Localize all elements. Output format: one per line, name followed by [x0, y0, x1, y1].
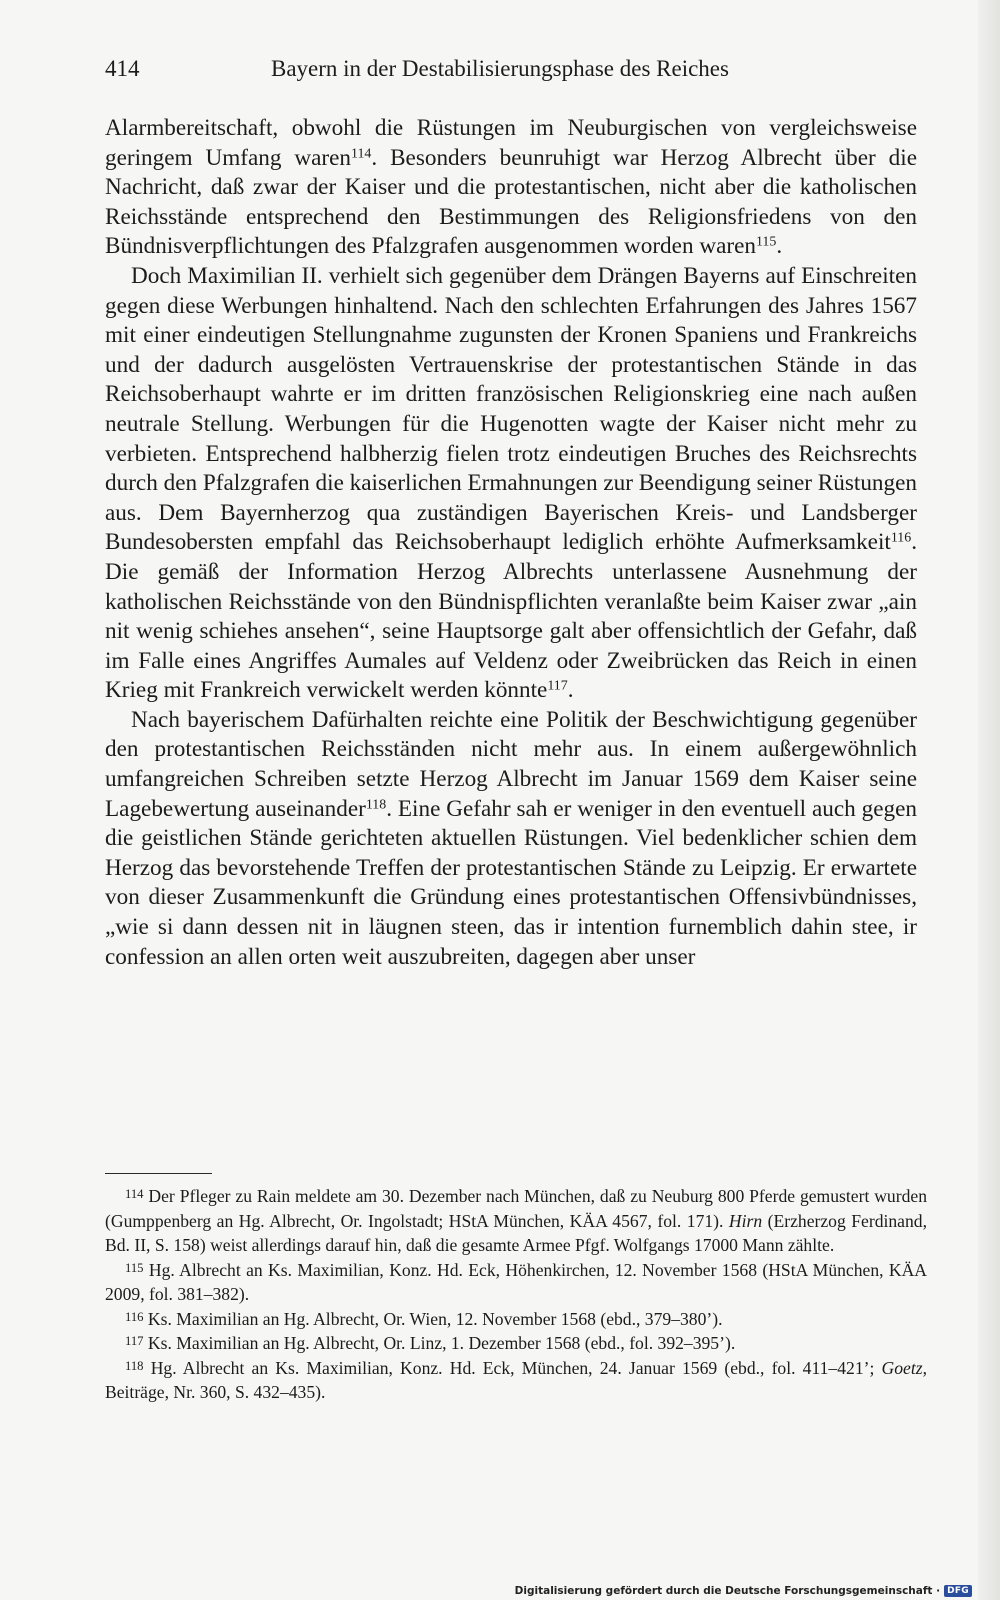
footnote-118	[105, 1356, 927, 1405]
footnote-text: Ks. Maximilian an Hg. Albrecht, Or. Wien, 12. November 1568 (ebd., 379–380’).	[147, 1308, 723, 1329]
text-run: Nach bayerischem Dafürhalten reichte eine Politik der Beschwichtigung gegenüber den protestantischen Reichsständen nicht mehr aus. In einem außergewöhnlich umfangreichen Schreiben setzte Herzog Albrecht im Januar 1569 dem Kaiser seine Lagebewertung auseinander	[105, 706, 917, 822]
footnote-115	[105, 1258, 927, 1307]
paragraph-2	[105, 262, 917, 706]
footnote-116	[105, 1307, 927, 1332]
text-run: . Die gemäß der Information Herzog Albrechts unterlassene Ausnehmung der katholischen Reichsstände von den Bündnispflichten veranlaßte beim Kaiser zwar „ain nit wenig schiehes ansehen“, seine Hauptsorge galt aber offensichtlich der Gefahr, daß im Falle eines Angriffes Aumales auf Veldenz oder Zweibrücken das Reich in einen Krieg mit Frankreich verwickelt werden könnte	[105, 529, 917, 704]
footnote-text: Der Pfleger zu Rain meldete am 30. Dezember nach München, daß zu Neuburg 800 Pferde gemustert wurden (Gumppenberg an Hg. Albrecht, Or. Ingolstadt; HStA München, KÄA 4567, fol. 171).	[105, 1186, 927, 1231]
paragraph-3	[105, 706, 917, 972]
footnote-mark: 116	[125, 1309, 144, 1324]
text-run: . Eine Gefahr sah er weniger in den eventuell auch gegen die geistlichen Stände gerichteten aktuellen Rüstungen. Viel bedenklicher schien dem Herzog das bevorstehende Treffen der protestantischen Stände zu Leipzig. Er erwartete von dieser Zusammenkunft die Gründung eines protestantischen Offensivbündnisses, „wie si dann dessen nit in läugnen steen, das ir intention furnemblich dahin stee, ir confession an allen orten weit auszubreiten, dagegen aber unser	[105, 795, 917, 970]
footnote-mark: 114	[125, 1187, 144, 1202]
footnote-text: Hg. Albrecht an Ks. Maximilian, Konz. Hd. Eck, München, 24. Januar 1569 (ebd., fol. 411–421’;	[150, 1357, 882, 1378]
digitization-credit	[515, 1585, 972, 1597]
page-number: 414	[105, 56, 140, 81]
page-gutter-shadow	[978, 0, 1000, 1600]
footnote-text: (Erzherzog Ferdinand, Bd. II, S. 158) weist allerdings darauf hin, daß die gesamte Armee Pfgf. Wolfgangs 17000 Mann zählte.	[105, 1210, 927, 1255]
footnote-mark: 115	[125, 1260, 144, 1275]
footnote-ref-117[interactable]: 117	[547, 678, 568, 694]
footnote-ref-116[interactable]: 116	[890, 530, 912, 546]
footnote-text: , Beiträge, Nr. 360, S. 432–435).	[105, 1357, 927, 1402]
author-name: Hirn	[728, 1210, 763, 1231]
footnote-ref-115[interactable]: 115	[755, 234, 777, 250]
paragraph-1	[105, 114, 917, 262]
footnote-text: Hg. Albrecht an Ks. Maximilian, Konz. Hd. Eck, Höhenkirchen, 12. November 1568 (HStA München, KÄA 2009, fol. 381–382).	[105, 1259, 927, 1304]
running-title: Bayern in der Destabilisierungsphase des Reiches	[271, 56, 729, 81]
text-run: .	[776, 233, 783, 260]
dfg-logo-icon: DFG	[944, 1585, 972, 1597]
footnote-ref-118[interactable]: 118	[365, 797, 387, 813]
main-text	[105, 114, 917, 972]
footnote-mark: 118	[125, 1358, 144, 1373]
footnote-117	[105, 1331, 927, 1356]
footnotes	[105, 1184, 927, 1405]
text-run: Doch Maximilian II. verhielt sich gegenüber dem Drängen Bayerns auf Einschreiten gegen diese Werbungen hinhaltend. Nach den schlechten Erfahrungen des Jahres 1567 mit einer eindeutigen Stellungnahme zugunsten der Kronen Spaniens und Frankreichs und der dadurch ausgelösten Vertrauenskrise der protestantischen Stände in das Reichsoberhaupt wahrte er im dritten französischen Religionskrieg eine nach außen neutrale Stellung. Werbungen für die Hugenotten wagte der Kaiser nicht mehr zu verbieten. Entsprechend halbherzig fielen trotz eindeutigen Bruches des Reichsrechts durch den Pfalzgrafen die kaiserlichen Ermahnungen zur Beendigung seiner Rüstungen aus. Dem Bayernherzog qua zuständigen Bayerischen Kreis- und Landsberger Bundesobersten empfahl das Reichsoberhaupt lediglich erhöhte Aufmerksamkeit	[105, 262, 917, 556]
text-run: . Besonders beunruhigt war Herzog Albrecht über die Nachricht, daß zwar der Kaiser und die protestantischen, nicht aber die katholischen Reichsstände entsprechend den Bestimmungen des Religionsfriedens von den Bündnisverpflichtungen des Pfalzgrafen ausgenommen worden waren	[105, 144, 917, 260]
text-run: Alarmbereitschaft, obwohl die Rüstungen im Neuburgischen von vergleichsweise geringem Umfang waren	[105, 115, 917, 171]
footnote-ref-114[interactable]: 114	[351, 145, 372, 161]
author-name: Goetz	[881, 1357, 923, 1378]
footnote-mark: 117	[125, 1334, 144, 1349]
footnote-114	[105, 1184, 927, 1258]
credit-text: Digitalisierung gefördert durch die Deutsche Forschungsgemeinschaft ·	[514, 1585, 941, 1597]
footnote-separator	[105, 1173, 212, 1174]
footnote-text: Ks. Maximilian an Hg. Albrecht, Or. Linz, 1. Dezember 1568 (ebd., fol. 392–395’).	[147, 1333, 736, 1353]
text-run: .	[567, 677, 574, 704]
